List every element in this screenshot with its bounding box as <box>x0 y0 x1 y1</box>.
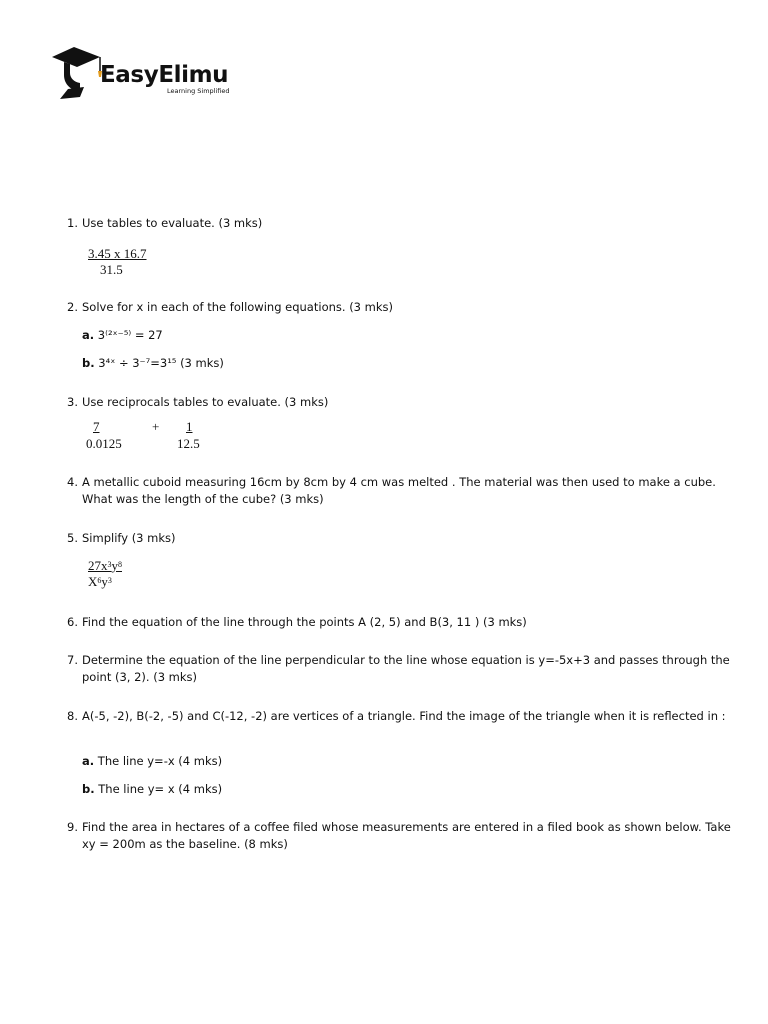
question-number: 8. <box>67 709 78 723</box>
part-text: 3⁽²ˣ⁻⁵⁾ = 27 <box>97 328 163 342</box>
q5-numerator <box>88 558 122 574</box>
question-text: Use reciprocals tables to evaluate. (3 mks) <box>82 395 329 409</box>
q1-denominator: 31.5 <box>100 262 123 277</box>
q3-denominator-1: 0.0125 <box>86 436 122 451</box>
question-number: 5. <box>67 531 78 545</box>
q8-part-b <box>82 781 222 798</box>
question-text: Use tables to evaluate. (3 mks) <box>82 216 263 230</box>
question-text: Find the area in hectares of a coffee filed whose measurements are entered in a filed book as shown below. Take xy = 200m as the baseline. (8 mks) <box>82 820 731 851</box>
logo-brand-text: EasyElimu <box>100 62 229 88</box>
q5-denominator <box>88 574 112 590</box>
question-number: 1. <box>67 216 78 230</box>
easyelimu-logo <box>50 45 250 100</box>
question-text: Find the equation of the line through the points A (2, 5) and B(3, 11 ) (3 mks) <box>82 615 527 629</box>
q5-top-base: 27x <box>88 558 108 573</box>
question-7 <box>64 652 734 686</box>
part-label: b. <box>82 356 95 370</box>
q3-numerator-1: 7 <box>93 419 100 434</box>
part-text: 3⁴ˣ ÷ 3⁻⁷=3¹⁵ (3 mks) <box>98 356 224 370</box>
q5-top-exp-2: 8 <box>118 560 122 569</box>
part-label: b. <box>82 782 95 796</box>
question-number: 4. <box>67 475 78 489</box>
question-number: 6. <box>67 615 78 629</box>
question-8 <box>64 708 734 742</box>
question-text: Solve for x in each of the following equations. (3 mks) <box>82 300 393 314</box>
part-label: a. <box>82 328 95 342</box>
logo-tagline: Learning Simplified <box>167 87 230 95</box>
part-label: a. <box>82 754 95 768</box>
question-number: 3. <box>67 395 78 409</box>
q5-bot-exp-2: 3 <box>107 576 112 585</box>
q8-part-a <box>82 753 222 770</box>
question-text: A(-5, -2), B(-2, -5) and C(-12, -2) are vertices of a triangle. Find the image of the triangle when it is reflected in : <box>82 709 726 723</box>
question-9 <box>64 819 734 853</box>
q3-numerator-2: 1 <box>186 419 193 434</box>
question-number: 2. <box>67 300 78 314</box>
question-4 <box>64 474 734 508</box>
q3-operator: + <box>152 419 160 434</box>
q5-bot-base: X <box>88 574 98 589</box>
q5-bot-mid: y <box>101 574 108 589</box>
q2-part-b <box>82 355 224 372</box>
q5-top-mid: y <box>111 558 118 573</box>
q5-bot-exp-1: 6 <box>97 576 102 585</box>
question-text: A metallic cuboid measuring 16cm by 8cm by 4 cm was melted . The material was then used to make a cube. What was the length of the cube? (3 mks) <box>82 475 716 506</box>
q2-part-a <box>82 327 163 344</box>
q1-numerator: 3.45 x 16.7 <box>88 246 147 261</box>
part-text: The line y= x (4 mks) <box>98 782 223 796</box>
question-number: 7. <box>67 653 78 667</box>
q5-top-exp-1: 3 <box>107 560 112 569</box>
part-text: The line y=-x (4 mks) <box>97 754 223 768</box>
question-text: Simplify (3 mks) <box>82 531 176 545</box>
q3-denominator-2: 12.5 <box>177 436 200 451</box>
question-number: 9. <box>67 820 78 834</box>
question-text: Determine the equation of the line perpendicular to the line whose equation is y=-5x+3 and passes through the point (3, 2). (3 mks) <box>82 653 730 684</box>
